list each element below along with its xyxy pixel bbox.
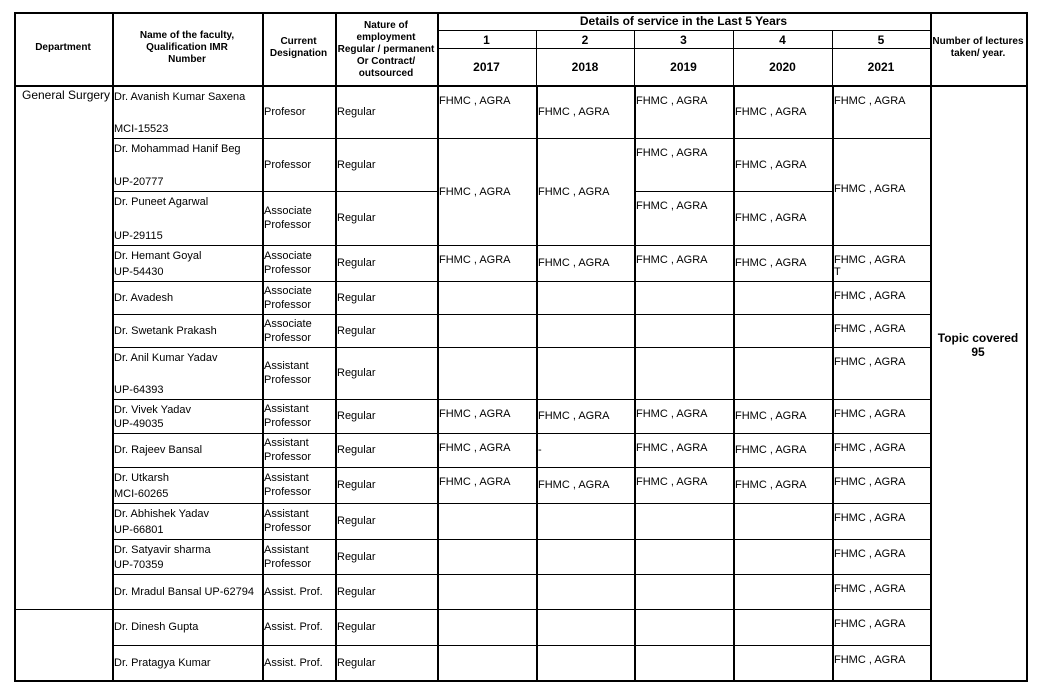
designation-line: Professor [264,264,312,276]
service-place: FHMC , AGRA [834,476,906,488]
service-place: FHMC , AGRA [834,548,906,560]
header-year: 2017 [473,60,500,74]
row-line [112,539,930,540]
designation-line: Associate [264,284,312,297]
row-line [112,399,930,400]
faculty-name: Dr. Swetank Prakash [114,324,217,337]
service-place: FHMC , AGRA [636,254,708,266]
faculty-name: Dr. Satyavir sharma [114,544,211,556]
header-divider [437,30,930,31]
header-year: 2019 [670,60,697,74]
faculty-name: Dr. Vivek Yadav [114,404,192,416]
service-place: FHMC , AGRA [636,408,708,420]
header-bottom-line [14,85,1026,87]
employment-nature: Regular [337,410,376,422]
column-line [733,86,735,682]
service-place: FHMC , AGRA [636,147,708,159]
row-line [634,191,832,192]
header-col-number: 2 [581,33,589,47]
service-place: FHMC , AGRA [735,410,807,422]
service-place: FHMC , AGRA [538,410,610,422]
imr-number: UP-20777 [114,176,164,188]
designation-line: Associate [264,205,312,217]
header-col-number: 4 [779,33,786,47]
row-line [112,645,930,646]
row-line [112,574,930,575]
service-place: FHMC , AGRA [439,185,511,198]
designation-line: Professor [264,417,312,429]
employment-nature: Regular [337,158,376,171]
header-designation: Current Designation [269,36,328,59]
faculty-name: Dr. Mohammad Hanif Beg [114,143,241,155]
designation-line: Professor [264,219,312,231]
imr-number: UP-64393 [114,384,164,396]
service-place: FHMC , AGRA [735,158,807,171]
employment-nature: Regular [337,479,376,491]
designation-line: Assistant [264,360,309,372]
designation: Assist. Prof. [264,657,323,669]
service-place: FHMC , AGRA [735,479,807,491]
service-place: FHMC , AGRA [538,479,610,491]
service-place: FHMC , AGRA [636,442,708,454]
header-nature: Nature of employment Regular / permanent Or Contract/ outsourced [337,20,435,79]
faculty-name: Dr. Dinesh Gupta [114,621,199,633]
designation: Professor [264,158,312,171]
row-line [112,138,930,139]
designation-line: Associate [264,250,312,262]
service-place: FHMC , AGRA [439,254,511,266]
imr-number: UP-49035 [114,418,164,430]
header-col-number: 3 [680,33,687,47]
imr-number: MCI-60265 [114,488,169,500]
faculty-name: Dr. Avanish Kumar Saxena [114,91,246,103]
service-place: FHMC , AGRA [735,212,807,224]
header-col-number: 5 [877,33,885,47]
designation-line: Assistant [264,543,309,556]
employment-nature: Regular [337,585,376,598]
faculty-name: Dr. Avadesh [114,291,174,304]
department-name: General Surgery [22,88,111,102]
employment-nature: Regular [337,212,376,224]
service-place: FHMC , AGRA [538,257,610,269]
service-place: FHMC , AGRA [735,444,807,456]
service-place: FHMC , AGRA [538,106,610,118]
designation-line: Associate [264,317,312,330]
designation: Profesor [264,106,306,118]
service-extra: T [834,266,841,278]
table-border-left [14,12,16,682]
table-border-top [14,12,1028,14]
table-border-bottom [14,680,1028,682]
header-vertical [112,12,114,86]
row-line [112,245,930,246]
designation-line: Professor [264,486,312,498]
service-place: FHMC , AGRA [834,323,906,335]
designation-line: Professor [264,557,312,570]
service-place: FHMC , AGRA [834,654,906,666]
faculty-name: Dr. Anil Kumar Yadav [114,352,218,364]
faculty-name: Dr. Hemant Goyal [114,250,202,262]
employment-nature: Regular [337,106,376,118]
service-place: FHMC , AGRA [834,182,906,195]
header-divider [437,48,930,49]
row-line [112,347,930,348]
service-place: FHMC , AGRA [834,290,906,302]
imr-number: UP-54430 [114,266,164,278]
column-line [536,86,538,682]
faculty-name: Dr. Abhishek Yadav [114,508,209,520]
topic-covered: Topic covered 95 [937,331,1019,359]
header-col-number: 1 [483,33,490,47]
service-place: FHMC , AGRA [834,512,906,524]
employment-nature: Regular [337,444,376,456]
designation-line: Professor [264,451,312,463]
header-details: Details of service in the Last 5 Years [579,14,788,28]
employment-nature: Regular [337,324,376,337]
header-faculty: Name of the faculty, Qualification IMR Number [139,30,235,65]
header-year: 2020 [769,60,796,74]
designation-line: Assistant [264,508,309,520]
service-place: FHMC , AGRA [834,583,906,595]
table-border-right [1026,12,1028,682]
header-department: Department [35,42,91,53]
row-line [112,467,930,468]
service-place: - [538,444,542,456]
header-lectures: Number of lectures taken/ year. [932,36,1024,59]
employment-nature: Regular [337,515,376,527]
designation-line: Professor [264,331,312,344]
service-place: FHMC , AGRA [735,106,807,118]
imr-number: UP-29115 [114,230,163,242]
designation-line: Assistant [264,437,309,449]
service-place: FHMC , AGRA [439,476,511,488]
header-year: 2021 [867,60,895,74]
faculty-name: Dr. Puneet Agarwal [114,196,209,208]
header-year: 2018 [571,60,599,74]
employment-nature: Regular [337,621,376,633]
service-place: FHMC , AGRA [439,442,511,454]
service-place: FHMC , AGRA [439,408,511,420]
row-line [112,191,437,192]
service-place: FHMC , AGRA [834,356,906,368]
row-line [112,314,930,315]
designation-line: Professor [264,298,312,311]
service-place: FHMC , AGRA [735,257,807,269]
service-place: FHMC , AGRA [834,442,906,454]
designation-line: Professor [264,522,312,534]
service-place: FHMC , AGRA [636,95,708,107]
designation-line: Professor [264,374,312,386]
faculty-name: Dr. Mradul Bansal UP-62794 [114,585,255,598]
service-place: FHMC , AGRA [636,476,708,488]
row-line [112,281,930,282]
row-line [112,503,930,504]
faculty-name: Dr. Pratagya Kumar [114,657,211,669]
column-line [437,86,439,682]
column-line [930,86,932,682]
column-line [634,86,636,682]
service-place: FHMC , AGRA [538,185,610,198]
employment-nature: Regular [337,291,376,304]
employment-nature: Regular [337,657,376,669]
faculty-name: Dr. Rajeev Bansal [114,444,203,456]
imr-number: UP-66801 [114,524,164,536]
faculty-name: Dr. Utkarsh [114,472,170,484]
designation-line: Assistant [264,472,309,484]
employment-nature: Regular [337,257,376,269]
employment-nature: Regular [337,367,376,379]
designation: Assist. Prof. [264,621,323,633]
employment-nature: Regular [337,550,376,563]
designation: Assist. Prof. [264,585,323,598]
service-place: FHMC , AGRA [439,95,511,107]
imr-number: MCI-15523 [114,123,169,135]
imr-number: UP-70359 [114,559,164,571]
service-place: FHMC , AGRA [636,200,708,212]
designation-line: Assistant [264,403,309,415]
department-separator [14,609,112,610]
service-place: FHMC , AGRA [834,618,906,630]
row-line [112,433,930,434]
row-line [112,609,930,610]
service-place: FHMC , AGRA [834,254,906,266]
service-place: FHMC , AGRA [834,95,906,107]
service-place: FHMC , AGRA [834,408,906,420]
